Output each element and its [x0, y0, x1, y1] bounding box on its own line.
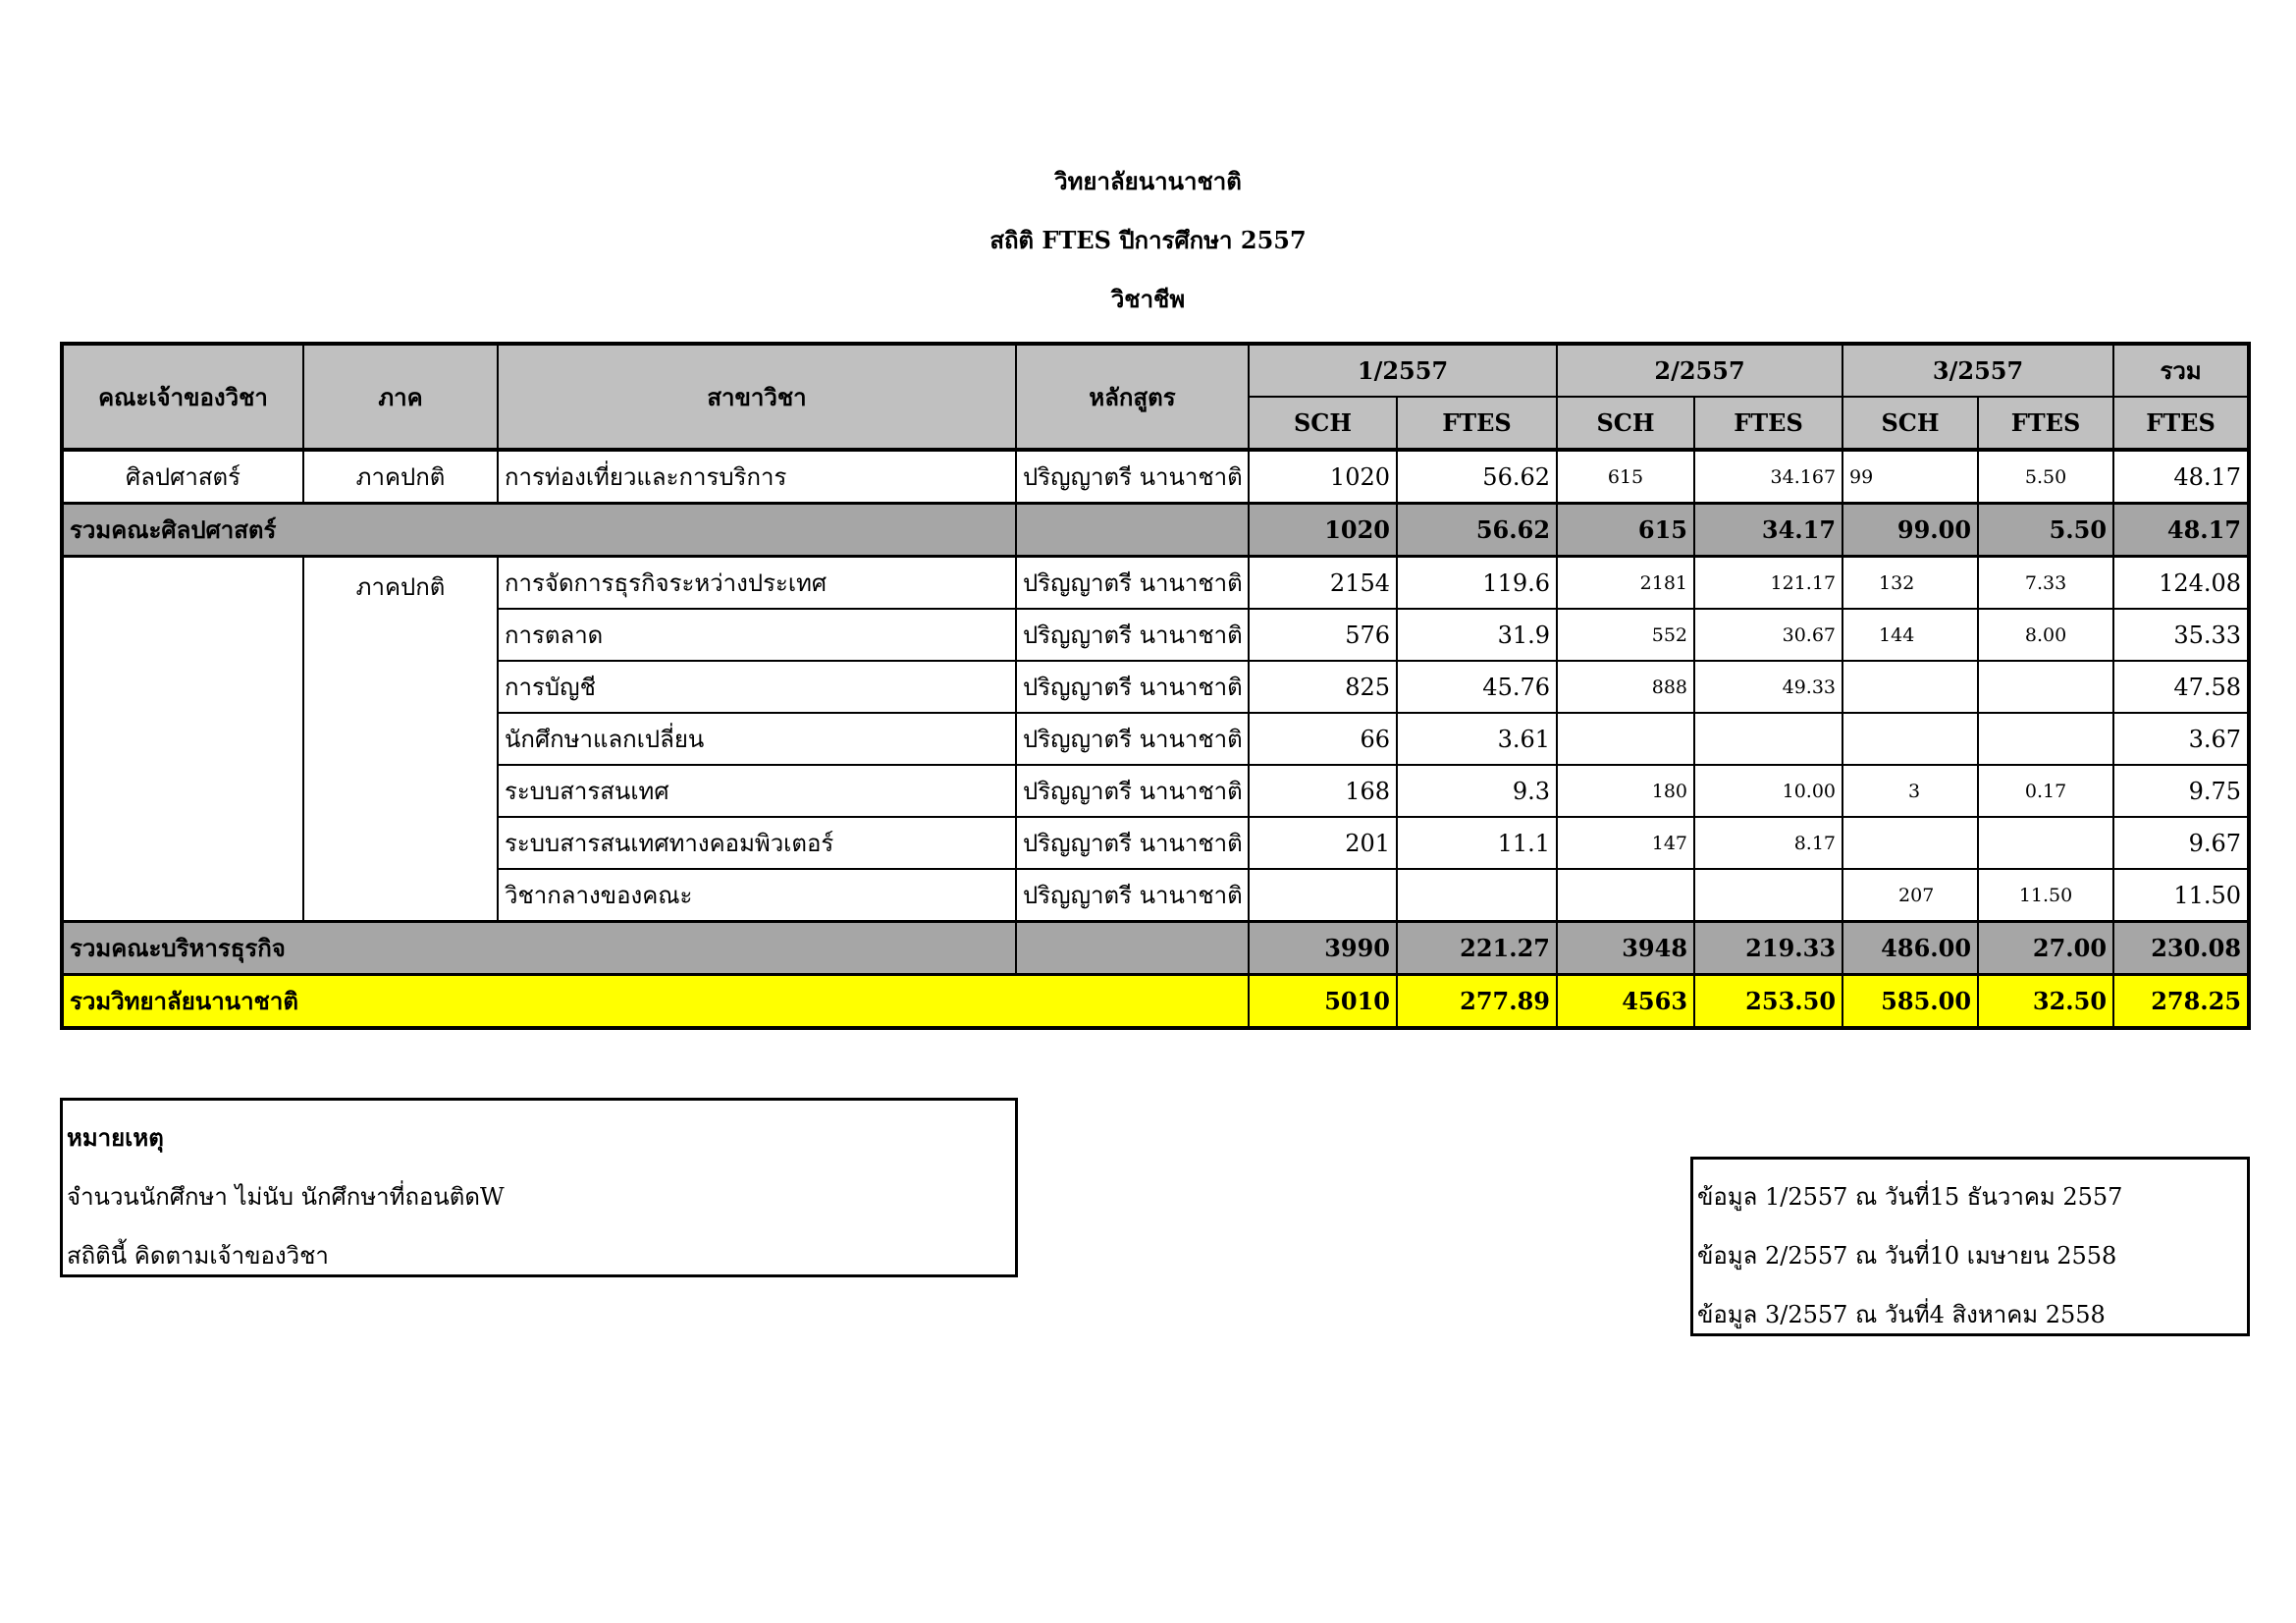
page-title: วิทยาลัยนานาชาติ [1054, 167, 1242, 195]
cell-t3-sch: 144 [1842, 609, 1978, 661]
cell-t2-sch: 615 [1557, 504, 1694, 557]
ftes-table [60, 342, 2251, 1030]
cell-t2-sch: 4563 [1557, 975, 1694, 1029]
cell-t1-sch: 1020 [1249, 450, 1397, 504]
cell-t2-ftes: 30.67 [1694, 609, 1842, 661]
cell-t1-sch: 1020 [1249, 504, 1397, 557]
notes-line-1: จำนวนนักศึกษา ไม่นับ นักศึกษาที่ถอนติดW [67, 1183, 505, 1211]
header-t3-sch: SCH [1842, 397, 1978, 450]
cell-t3-ftes [1978, 817, 2113, 869]
cell-t1-sch: 201 [1249, 817, 1397, 869]
cell-t3-sch: 99 [1842, 450, 1978, 504]
cell-t3-ftes: 0.17 [1978, 765, 2113, 817]
cell-total-ftes: 124.08 [2113, 557, 2249, 610]
cell-curriculum: ปริญญาตรี นานาชาติ [1016, 609, 1249, 661]
cell-total-ftes: 35.33 [2113, 609, 2249, 661]
subtotal-label: รวมคณะศิลปศาสตร์ [62, 504, 1016, 557]
cell-faculty-empty [62, 557, 303, 922]
cell-t1-ftes: 9.3 [1397, 765, 1557, 817]
cell-t3-sch: 3 [1842, 765, 1978, 817]
cell-t1-ftes: 277.89 [1397, 975, 1557, 1029]
subtotal-row [62, 922, 2249, 975]
header-curriculum: หลักสูตร [1016, 344, 1249, 450]
header-t1-sch: SCH [1249, 397, 1397, 450]
page-category: วิชาชีพ [1110, 285, 1186, 313]
cell-major: การตลาด [498, 609, 1016, 661]
cell-t3-sch: 207 [1842, 869, 1978, 922]
notes-heading: หมายเหตุ [67, 1123, 164, 1152]
cell-t1-ftes: 45.76 [1397, 661, 1557, 713]
cell-major: การท่องเที่ยวและการบริการ [498, 450, 1016, 504]
cell-total-ftes: 9.75 [2113, 765, 2249, 817]
cell-t1-ftes: 119.6 [1397, 557, 1557, 610]
cell-t3-sch: 132 [1842, 557, 1978, 610]
cell-t1-ftes: 56.62 [1397, 504, 1557, 557]
header-term1: 1/2557 [1249, 344, 1557, 397]
grand-total-label: รวมวิทยาลัยนานาชาติ [62, 975, 1249, 1029]
page-subtitle: สถิติ FTES ปีการศึกษา 2557 [989, 226, 1307, 254]
header-t2-ftes: FTES [1694, 397, 1842, 450]
cell-major: ระบบสารสนเทศทางคอมพิวเตอร์ [498, 817, 1016, 869]
cell-curriculum: ปริญญาตรี นานาชาติ [1016, 817, 1249, 869]
cell-major: นักศึกษาแลกเปลี่ยน [498, 713, 1016, 765]
cell-t1-sch: 576 [1249, 609, 1397, 661]
cell-total-ftes: 3.67 [2113, 713, 2249, 765]
cell-t1-sch: 2154 [1249, 557, 1397, 610]
cell-t3-ftes [1978, 713, 2113, 765]
cell-t3-sch: 486.00 [1842, 922, 1978, 975]
header-faculty: คณะเจ้าของวิชา [62, 344, 303, 450]
cell-t2-ftes: 8.17 [1694, 817, 1842, 869]
cell-t1-ftes: 31.9 [1397, 609, 1557, 661]
header-total-ftes: FTES [2113, 397, 2249, 450]
cell-total-ftes: 278.25 [2113, 975, 2249, 1029]
cell-t2-sch: 147 [1557, 817, 1694, 869]
cell-t2-ftes: 253.50 [1694, 975, 1842, 1029]
cell-t2-ftes: 49.33 [1694, 661, 1842, 713]
cell-t3-sch [1842, 713, 1978, 765]
subtotal-label: รวมคณะบริหารธุรกิจ [62, 922, 1016, 975]
cell-t2-ftes: 34.17 [1694, 504, 1842, 557]
cell-faculty: ศิลปศาสตร์ [62, 450, 303, 504]
cell-t2-sch: 3948 [1557, 922, 1694, 975]
cell-t2-sch: 888 [1557, 661, 1694, 713]
cell-t2-sch [1557, 713, 1694, 765]
header-t1-ftes: FTES [1397, 397, 1557, 450]
cell-t2-sch: 180 [1557, 765, 1694, 817]
header-major: สาขาวิชา [498, 344, 1016, 450]
cell-t1-ftes: 56.62 [1397, 450, 1557, 504]
cell-t3-sch [1842, 661, 1978, 713]
data-date-line-1: ข้อมูล 1/2557 ณ วันที่15 ธันวาคม 2557 [1697, 1183, 2123, 1211]
cell-t3-ftes: 7.33 [1978, 557, 2113, 610]
cell-total-ftes: 11.50 [2113, 869, 2249, 922]
cell-total-ftes: 48.17 [2113, 450, 2249, 504]
header-term3: 3/2557 [1842, 344, 2113, 397]
header-total: รวม [2113, 344, 2249, 397]
cell-program-type: ภาคปกติ [303, 557, 498, 922]
cell-t2-ftes: 34.167 [1694, 450, 1842, 504]
cell-t1-ftes: 3.61 [1397, 713, 1557, 765]
cell-total-ftes: 48.17 [2113, 504, 2249, 557]
cell-major: การจัดการธุรกิจระหว่างประเทศ [498, 557, 1016, 610]
cell-curriculum: ปริญญาตรี นานาชาติ [1016, 713, 1249, 765]
cell-t3-ftes: 27.00 [1978, 922, 2113, 975]
cell-program-type: ภาคปกติ [303, 450, 498, 504]
cell-t3-ftes: 32.50 [1978, 975, 2113, 1029]
cell-curriculum [1016, 504, 1249, 557]
cell-t3-ftes: 5.50 [1978, 504, 2113, 557]
cell-t3-ftes: 5.50 [1978, 450, 2113, 504]
header-term2: 2/2557 [1557, 344, 1842, 397]
cell-t1-sch [1249, 869, 1397, 922]
table-row [62, 557, 2249, 610]
data-date-line-2: ข้อมูล 2/2557 ณ วันที่10 เมษายน 2558 [1697, 1242, 2117, 1270]
cell-curriculum [1016, 922, 1249, 975]
cell-t3-ftes: 8.00 [1978, 609, 2113, 661]
cell-t1-sch: 66 [1249, 713, 1397, 765]
cell-t2-ftes: 10.00 [1694, 765, 1842, 817]
header-t3-ftes: FTES [1978, 397, 2113, 450]
cell-t3-sch: 99.00 [1842, 504, 1978, 557]
cell-curriculum: ปริญญาตรี นานาชาติ [1016, 450, 1249, 504]
cell-t1-ftes: 221.27 [1397, 922, 1557, 975]
cell-t1-ftes: 11.1 [1397, 817, 1557, 869]
cell-t2-ftes: 219.33 [1694, 922, 1842, 975]
cell-curriculum: ปริญญาตรี นานาชาติ [1016, 765, 1249, 817]
cell-t3-sch: 585.00 [1842, 975, 1978, 1029]
cell-major: วิชากลางของคณะ [498, 869, 1016, 922]
cell-t2-sch: 615 [1557, 450, 1694, 504]
cell-t1-sch: 3990 [1249, 922, 1397, 975]
cell-t1-sch: 825 [1249, 661, 1397, 713]
cell-major: การบัญชี [498, 661, 1016, 713]
cell-total-ftes: 47.58 [2113, 661, 2249, 713]
cell-t2-sch [1557, 869, 1694, 922]
cell-t1-sch: 168 [1249, 765, 1397, 817]
cell-t2-sch: 2181 [1557, 557, 1694, 610]
cell-total-ftes: 9.67 [2113, 817, 2249, 869]
notes-line-2: สถิตินี้ คิดตามเจ้าของวิชา [67, 1242, 329, 1270]
cell-t1-ftes [1397, 869, 1557, 922]
data-date-line-3: ข้อมูล 3/2557 ณ วันที่4 สิงหาคม 2558 [1697, 1301, 2106, 1328]
cell-total-ftes: 230.08 [2113, 922, 2249, 975]
header-t2-sch: SCH [1557, 397, 1694, 450]
cell-t2-ftes: 121.17 [1694, 557, 1842, 610]
header-program-type: ภาค [303, 344, 498, 450]
cell-t2-ftes [1694, 713, 1842, 765]
cell-curriculum: ปริญญาตรี นานาชาติ [1016, 661, 1249, 713]
cell-t3-sch [1842, 817, 1978, 869]
data-dates-box [1690, 1157, 2250, 1336]
cell-t1-sch: 5010 [1249, 975, 1397, 1029]
cell-t2-sch: 552 [1557, 609, 1694, 661]
cell-major: ระบบสารสนเทศ [498, 765, 1016, 817]
cell-t3-ftes: 11.50 [1978, 869, 2113, 922]
notes-box [60, 1098, 1018, 1277]
table-row [62, 450, 2249, 504]
subtotal-row [62, 504, 2249, 557]
cell-t3-ftes [1978, 661, 2113, 713]
cell-t2-ftes [1694, 869, 1842, 922]
grand-total-row [62, 975, 2249, 1029]
cell-curriculum: ปริญญาตรี นานาชาติ [1016, 869, 1249, 922]
cell-curriculum: ปริญญาตรี นานาชาติ [1016, 557, 1249, 610]
